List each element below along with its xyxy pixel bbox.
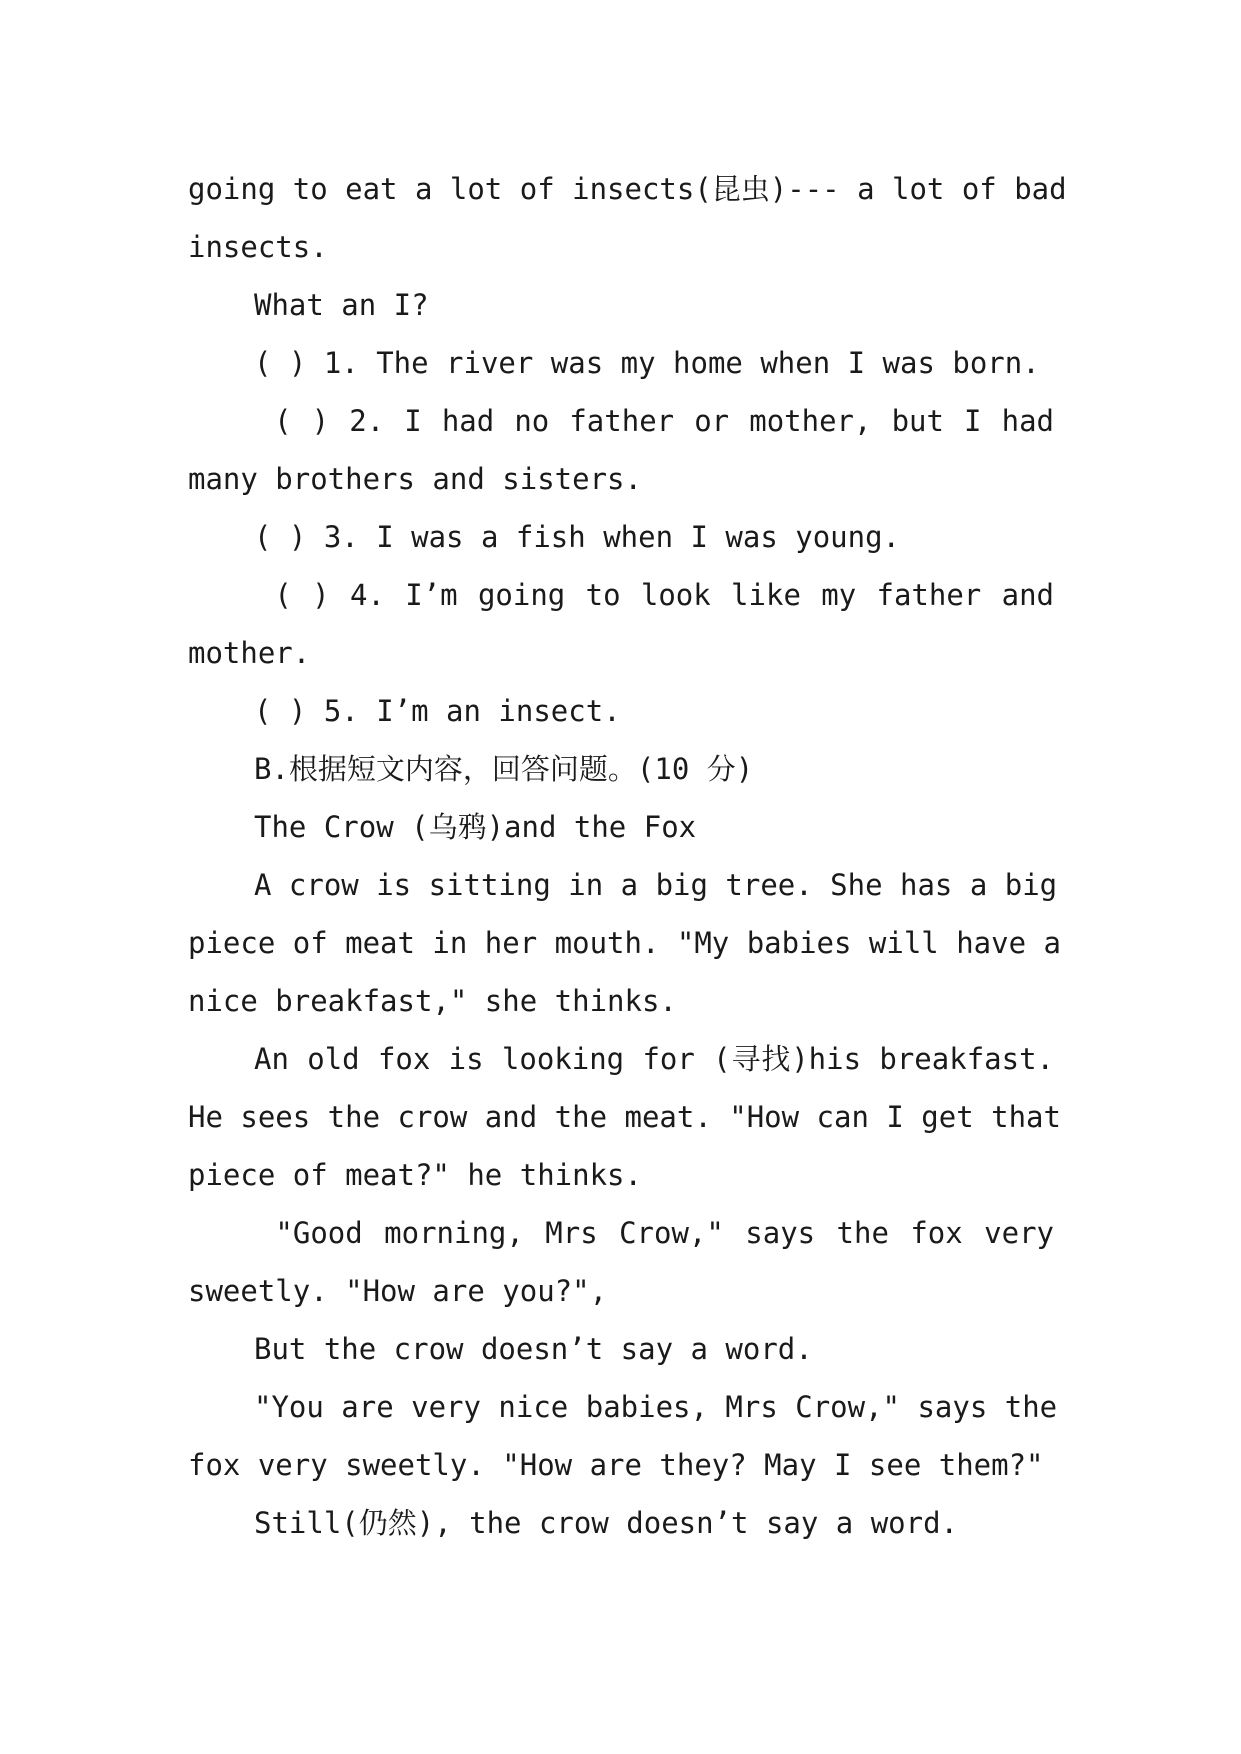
question-heading: What an I? xyxy=(254,288,429,322)
text-line: mother. xyxy=(188,636,311,670)
question-item: ( ) 4. I’m going to look like my father and xyxy=(254,578,1054,612)
paragraph-line: fox very sweetly. "How are they? May I see them?" xyxy=(188,1448,1044,1482)
paragraph-line: sweetly. "How are you?", xyxy=(188,1274,608,1308)
text-line: going to eat a lot of insects(昆虫)--- a lot of bad xyxy=(188,172,1067,206)
section-heading: B.根据短文内容，回答问题。(10 分) xyxy=(254,752,754,786)
paragraph-line: An old fox is looking for (寻找)his breakfast. xyxy=(254,1042,1054,1076)
text-line: insects. xyxy=(188,230,328,264)
document-page xyxy=(188,160,1067,1552)
paragraph-line: piece of meat?" he thinks. xyxy=(188,1158,642,1192)
paragraph-line: But the crow doesn’t say a word. xyxy=(254,1332,813,1366)
paragraph-line: Still(仍然), the crow doesn’t say a word. xyxy=(254,1506,959,1540)
paragraph-line: A crow is sitting in a big tree. She has a big xyxy=(254,868,1058,902)
question-item: ( ) 5. I’m an insect. xyxy=(254,694,621,728)
question-item: ( ) 3. I was a fish when I was young. xyxy=(254,520,901,554)
paragraph-line: He sees the crow and the meat. "How can I get that xyxy=(188,1100,1061,1134)
text-line: many brothers and sisters. xyxy=(188,462,642,496)
story-title: The Crow (乌鸦)and the Fox xyxy=(254,810,697,844)
question-item: ( ) 2. I had no father or mother, but I had xyxy=(254,404,1054,438)
paragraph-line: "You are very nice babies, Mrs Crow," says the xyxy=(254,1390,1058,1424)
question-item: ( ) 1. The river was my home when I was born. xyxy=(254,346,1040,380)
paragraph-line: nice breakfast," she thinks. xyxy=(188,984,677,1018)
paragraph-line: piece of meat in her mouth. "My babies will have a xyxy=(188,926,1061,960)
paragraph-line: "Good morning, Mrs Crow," says the fox very xyxy=(254,1216,1054,1250)
